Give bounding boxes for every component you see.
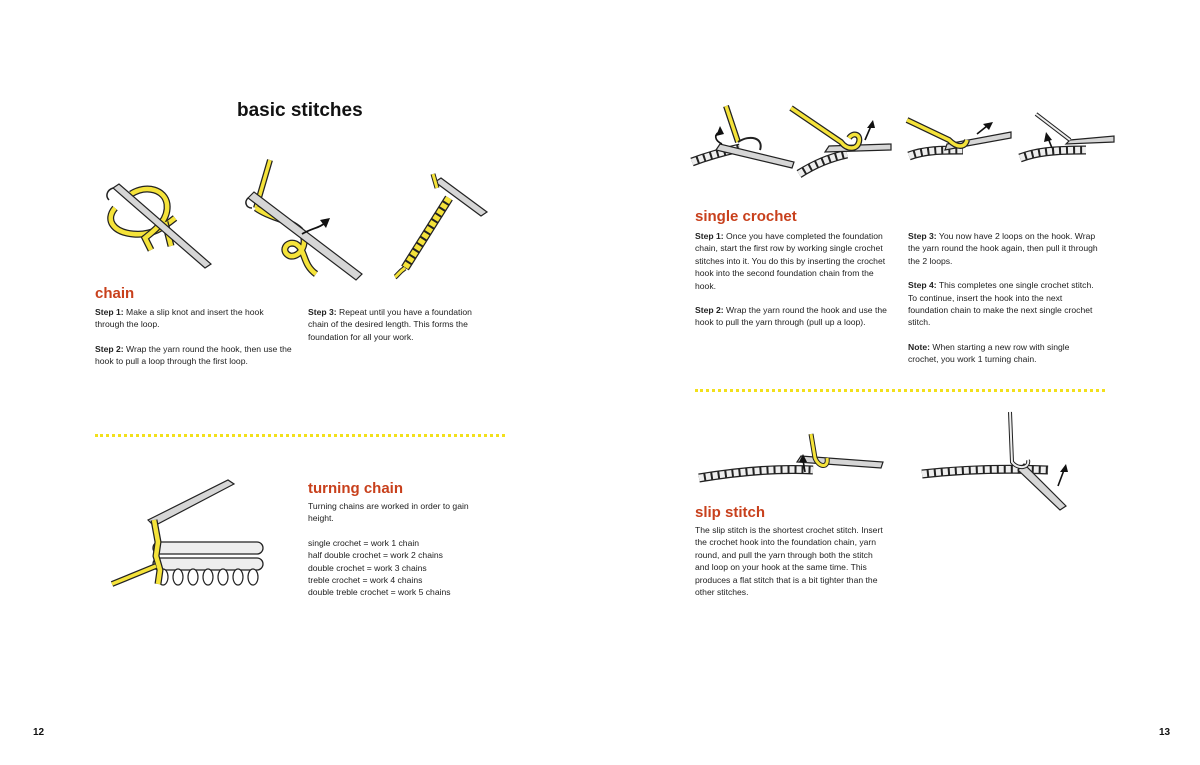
step-text: You now have 2 loops on the hook. Wrap the yarn round the hook again, then pull it through the 2 loops.	[908, 231, 1098, 266]
list-item: double crochet = work 3 chains	[308, 562, 427, 573]
turning-chain-heading: turning chain	[308, 480, 403, 497]
page-number-left: 12	[33, 727, 45, 738]
list-item: treble crochet = work 4 chains	[308, 575, 423, 586]
step-label: Step 1:	[95, 307, 124, 317]
chain-step1-illustration	[95, 180, 215, 270]
single-crochet-heading: single crochet	[695, 208, 797, 225]
single-crochet-step4-illustration	[1016, 110, 1116, 182]
slip-stitch-step2-illustration	[918, 410, 1088, 510]
single-crochet-steps-col2	[908, 230, 1098, 366]
page-title: basic stitches	[237, 100, 363, 121]
single-crochet-step1-illustration	[688, 104, 796, 182]
turning-chain-intro: Turning chains are worked in order to gain height.	[308, 501, 469, 524]
step-label: Step 3:	[908, 231, 937, 241]
note-label: Note:	[908, 341, 930, 352]
step-label: Step 4:	[908, 280, 937, 291]
list-item: double treble crochet = work 5 chains	[308, 587, 451, 598]
step-text: Wrap the yarn round the hook and use the hook to pull the yarn through (pull up a loop).	[695, 305, 887, 328]
slip-stitch-text: The slip stitch is the shortest crochet stitch. Insert the crochet hook into the foundation chain, yarn round, and pull the yarn through both the stitch and loop on your hook at the same time. This produces a flat stitch that is a bit tighter than the other stitches.	[695, 525, 883, 598]
turning-chain-list	[308, 537, 478, 599]
single-crochet-step2-illustration	[785, 104, 893, 182]
step-label: Step 1:	[695, 231, 724, 241]
slip-stitch-step1-illustration	[695, 432, 885, 496]
list-item: half double crochet = work 2 chains	[308, 550, 443, 561]
step-text: This completes one single crochet stitch. To continue, insert the hook into the next foundation chain to make the next single crochet stitch.	[908, 280, 1094, 328]
single-crochet-step3-illustration	[905, 110, 1013, 182]
turning-chain-text	[308, 500, 478, 599]
step-label: Step 2:	[95, 343, 124, 354]
chain-steps-col2	[308, 306, 493, 343]
chain-heading: chain	[95, 285, 135, 302]
chain-step2-illustration	[240, 158, 370, 280]
section-divider	[95, 434, 505, 437]
slip-stitch-heading: slip stitch	[695, 504, 766, 521]
section-divider	[695, 389, 1105, 392]
turning-chain-illustration	[108, 480, 268, 590]
step-text: Wrap the yarn round the hook, then use the hook to pull a loop through the first loop.	[95, 343, 292, 367]
chain-step3-illustration	[395, 172, 490, 277]
chain-steps-col1	[95, 306, 295, 368]
list-item: single crochet = work 1 chain	[308, 537, 420, 548]
step-label: Step 2:	[695, 305, 724, 316]
step-text: Repeat until you have a foundation chain of the desired length. This forms the foundation for all your work.	[308, 307, 472, 342]
note-text: When starting a new row with single crochet, you work 1 turning chain.	[908, 341, 1070, 365]
page-number-right: 13	[1159, 727, 1171, 738]
step-text: Make a slip knot and insert the hook through the loop.	[95, 307, 264, 330]
step-text: Once you have completed the foundation chain, start the first row by working single crochet stitches into it. You do this by inserting the crochet hook into the second foundation chain from the hook.	[695, 231, 886, 291]
single-crochet-steps-col1	[695, 230, 895, 329]
step-label: Step 3:	[308, 307, 337, 317]
